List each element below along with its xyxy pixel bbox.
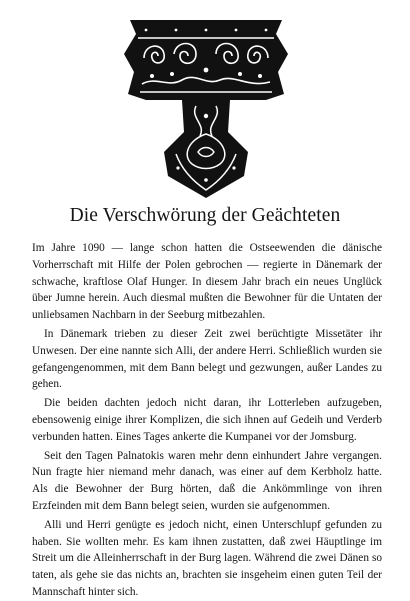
paragraph: Die beiden dachten jedoch nicht daran, ihr Lotterleben aufzugeben, ebensowenig einige ihrer Komplizen, die sich ihnen auf Gedeih und Verderb verbunden hatten. Eines Tages ankerte die Kumpanei vor der Jomsburg. — [32, 397, 382, 443]
chapter-title: Die Verschwörung der Geächteten — [69, 205, 341, 226]
paragraph: In Dänemark trieben zu dieser Zeit zwei berüchtigte Missetäter ihr Unwesen. Der eine nannte sich Alli, der andere Herri. Schließlich wurden sie gefangengenommen, mit dem Bann belegt und gezwungen, außer Landes zu gehen. — [32, 327, 382, 391]
paragraph: Im Jahre 1090 — lange schon hatten die Ostseewenden die dänische Vorherrschaft mit Hilfe der Polen gebrochen — regierte in Dänemark der schwache, kraftlose Olaf Hunger. In diesem Jahr brach ein neues Unglück über Jumne herein. Auch diesmal mußten die Bewohner für die Untaten der unliebsamen Nachbarn in der Seeburg mitbezahlen. — [32, 242, 382, 322]
paragraph: Alli und Herri genügte es jedoch nicht, einen Unterschlupf gefunden zu haben. Sie wollten mehr. Es kam ihnen zustatten, daß zwei Häuptlinge im Streit um die Alleinherrschaft in der Burg lagen. Während die zwei Dänen so taten, als gehe sie das nichts an, brachten sie insgeheim einen guten Teil der Mannschaft hinter sich. — [32, 518, 382, 598]
chapter-body — [32, 240, 382, 601]
thors-hammer-woodcut-icon — [116, 14, 296, 200]
paragraph: Seit den Tagen Palnatokis waren mehr denn einhundert Jahre vergangen. Nun fragte hier niemand mehr danach, was einer auf dem Kerbholz hatte. Als die Bewohner der Burg hörten, daß die Ankömmlinge von ihren Erzfeinden mit dem Bann belegt seien, wurden sie aufgenommen. — [32, 449, 382, 512]
